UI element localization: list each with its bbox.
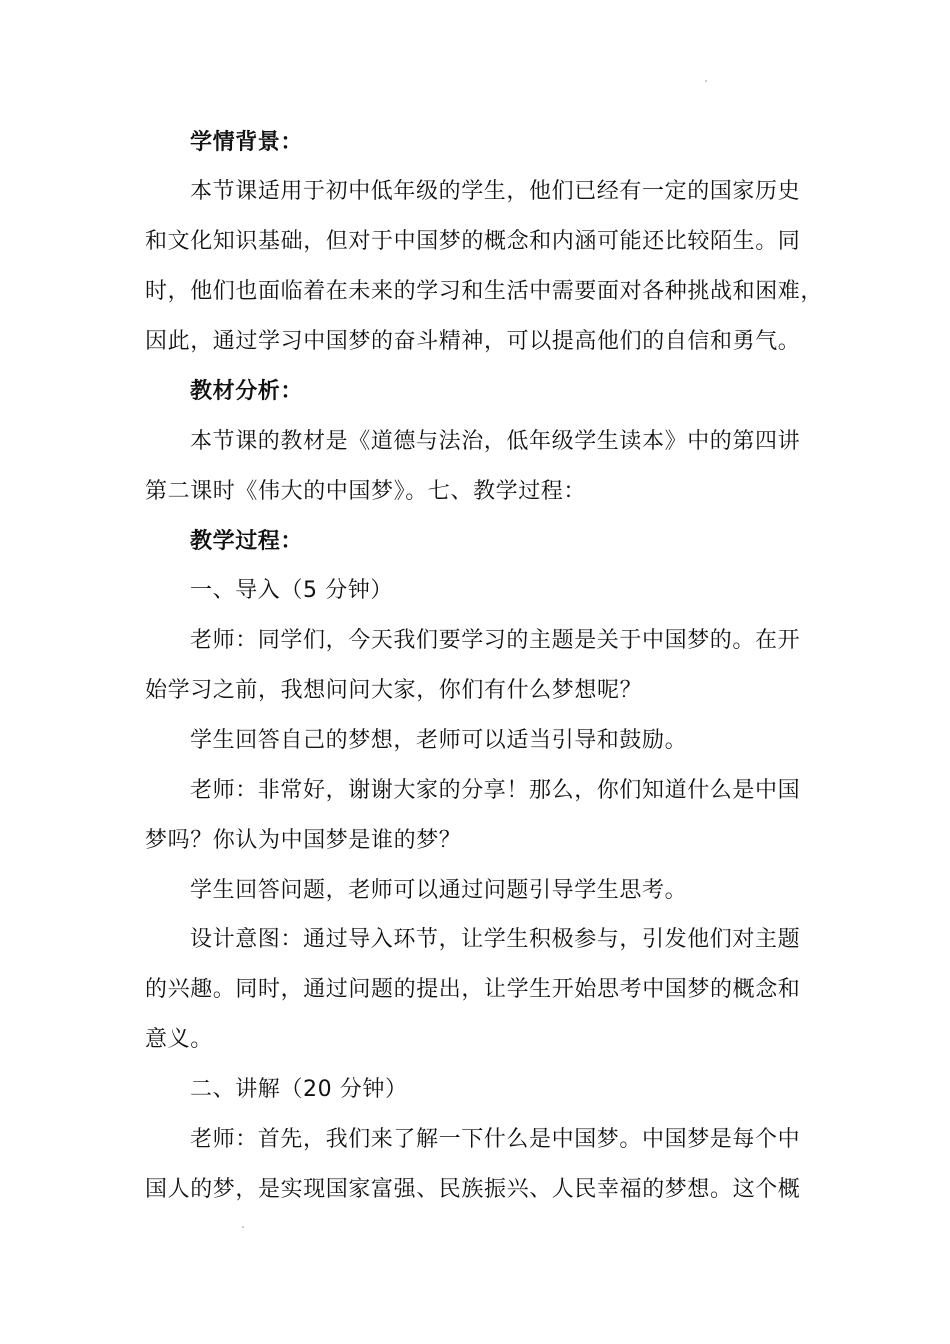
- paragraph-line: 国人的梦，是实现国家富强、民族振兴、人民幸福的梦想。这个概: [145, 1177, 801, 1202]
- paragraph-line: 本节课的教材是《道德与法治，低年级学生读本》中的第四讲: [190, 429, 801, 454]
- paragraph-line: 老师：首先，我们来了解一下什么是中国梦。中国梦是每个中: [190, 1127, 801, 1152]
- scan-dot: [242, 1226, 244, 1228]
- paragraph-line: 设计意图：通过导入环节，让学生积极参与，引发他们对主题: [190, 927, 801, 952]
- paragraph-line: 和文化知识基础，但对于中国梦的概念和内涵可能还比较陌生。同: [145, 229, 801, 254]
- section-title-intro: 一、导入（5 分钟）: [190, 578, 393, 603]
- paragraph-line: 第二课时《伟大的中国梦》。七、教学过程：: [145, 479, 587, 504]
- heading-teaching-process: 教学过程：: [190, 529, 304, 554]
- paragraph-line: 老师：非常好，谢谢大家的分享！那么，你们知道什么是中国: [190, 778, 801, 803]
- paragraph-line: 本节课适用于初中低年级的学生，他们已经有一定的国家历史: [190, 179, 801, 204]
- scan-dot: [705, 80, 707, 82]
- paragraph-line: 意义。: [145, 1027, 213, 1052]
- paragraph-line: 时，他们也面临着在未来的学习和生活中需要面对各种挑战和困难，: [145, 279, 824, 304]
- paragraph-line: 梦吗？你认为中国梦是谁的梦？: [145, 828, 462, 853]
- section-title-explain: 二、讲解（20 分钟）: [190, 1077, 408, 1102]
- paragraph-line: 始学习之前，我想问问大家，你们有什么梦想呢？: [145, 678, 643, 703]
- paragraph-line: 学生回答问题，老师可以通过问题引导学生思考。: [190, 878, 688, 903]
- paragraph-line: 学生回答自己的梦想，老师可以适当引导和鼓励。: [190, 728, 688, 753]
- paragraph-line: 的兴趣。同时，通过问题的提出，让学生开始思考中国梦的概念和: [145, 977, 801, 1002]
- paragraph-line: 老师：同学们，今天我们要学习的主题是关于中国梦的。在开: [190, 628, 801, 653]
- heading-material-analysis: 教材分析：: [190, 379, 304, 404]
- paragraph-line: 因此，通过学习中国梦的奋斗精神，可以提高他们的自信和勇气。: [145, 329, 801, 354]
- heading-student-background: 学情背景：: [190, 130, 304, 155]
